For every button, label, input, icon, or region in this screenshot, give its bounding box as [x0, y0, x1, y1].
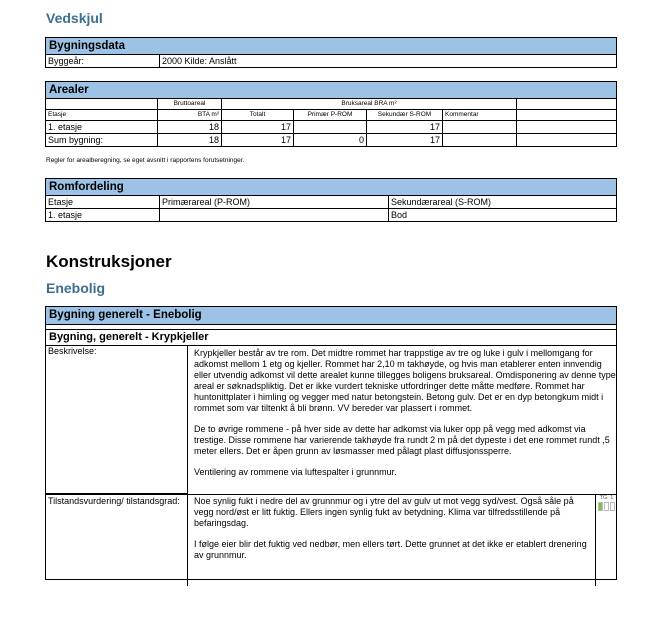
tilstand-p2: I følge eier blir det fuktig ved nedbør, men ellers tørt. Dette grunnet at det ikke er etablert drenering av grunnmur.	[194, 539, 587, 560]
tg-label: TG: 1	[599, 495, 614, 501]
arealer-table	[45, 81, 617, 147]
arealer-note: Regler for arealberegning, se eget avsnitt i rapportens forutsetninger.	[46, 157, 245, 164]
row-etasje: 1. etasje	[46, 121, 158, 134]
romfordeling-table	[45, 178, 617, 222]
section-title-vedskjul: Vedskjul	[46, 10, 103, 26]
tg-cell-1	[598, 502, 603, 511]
row-kommentar	[443, 134, 517, 147]
bygningsdata-header: Bygningsdata	[46, 38, 617, 55]
col-etasje: Etasje	[46, 110, 158, 121]
rom-row-primaer	[160, 209, 389, 222]
tg-indicator	[596, 502, 617, 511]
beskrivelse-p3: Ventilering av rommene via luftespalter i grunnmur.	[194, 467, 397, 477]
tg-box	[595, 495, 617, 586]
arealer-header: Arealer	[46, 82, 617, 99]
col-primaer: Primær P-ROM	[294, 110, 367, 121]
row-sekundaer: 17	[367, 121, 443, 134]
col-kommentar: Kommentar	[443, 110, 517, 121]
table-row	[46, 134, 617, 147]
row-kommentar	[443, 121, 517, 134]
romfordeling-header: Romfordeling	[46, 179, 617, 196]
row-primaer: 0	[294, 134, 367, 147]
tilstand-label: Tilstandsvurdering/ tilstandsgrad:	[46, 495, 188, 586]
rom-col-sekundaer: Sekundærareal (S-ROM)	[389, 196, 617, 209]
row-bta: 18	[158, 121, 222, 134]
tg-cell-3	[610, 502, 615, 511]
row-bta: 18	[158, 134, 222, 147]
enebolig-title: Enebolig	[46, 280, 106, 296]
rom-col-etasje: Etasje	[46, 196, 160, 209]
tilstand-p1: Noe synlig fukt i nedre del av grunnmur og i ytre del av gulv ut mot vegg syd/vest. Også såle på vegg nord/øst er litt fuktig. Ellers ingen synlig fukt av betydning. Klima var tilfredsstillende på befaringsdag.	[194, 496, 574, 528]
tg-cell-2	[604, 502, 609, 511]
beskrivelse-p1: Krypkjeller består av tre rom. Det midtre rommet har trappstige av tre og luke i gulv i mellomgang for adkomst mellom 1 etg og kjeller. Rommet har 2,10 m takhøyde, og hvis man etablerer enten innvendig eller utvendig adkomst vil dette arealet kunne tillegges boligens bruksareal. Omdisponering av denne type areal er søknadspliktig. Det er ikke vurdert tekniske utfordringer dette måtte medføre. Rommet har huntonittplater i himling og vegger med natur betongstein. Betong gulv. Det er en dyp betongkum midt i rommet som var tiltenkt å bli brønn. VV bereder var plassert i rommet.	[194, 348, 616, 413]
table-row	[46, 121, 617, 134]
rom-col-primaer: Primærareal (P-ROM)	[160, 196, 389, 209]
beskrivelse-label: Beskrivelse:	[46, 346, 188, 494]
konstruksjoner-title: Konstruksjoner	[46, 252, 172, 271]
beskrivelse-text	[194, 348, 616, 488]
row-sekundaer: 17	[367, 134, 443, 147]
rom-row-etasje: 1. etasje	[46, 209, 160, 222]
row-etasje: Sum bygning:	[46, 134, 158, 147]
byggear-label: Byggeår:	[46, 55, 160, 68]
tilstand-text	[194, 496, 594, 571]
col-totalt: Totalt	[222, 110, 294, 121]
table-row	[46, 209, 617, 222]
bruksareal-group: Bruksareal BRA m²	[222, 99, 517, 110]
col-bta: BTA m²	[158, 110, 222, 121]
beskrivelse-p2: De to øvrige rommene - på hver side av dette har adkomst via luker opp på vegg med adkomst via trestige. Disse rommene har varierende takhøyde fra rundt 2 m på det dypeste i det ene rommet rundt ,5 meter ellers. Det er åpen grunn av løsmasser med pålagt plast diffusjonssperre.	[194, 424, 610, 456]
row-totalt: 17	[222, 121, 294, 134]
rom-row-sekundaer: Bod	[389, 209, 617, 222]
row-primaer	[294, 121, 367, 134]
byggear-value: 2000 Kilde: Anslått	[160, 55, 617, 68]
col-sekundaer: Sekundær S-ROM	[367, 110, 443, 121]
row-totalt: 17	[222, 134, 294, 147]
bygningsdata-table	[45, 37, 617, 68]
bygning-section	[45, 306, 617, 580]
bruttoareal-group: Bruttoareal	[158, 99, 222, 110]
bygning-subtitle: Bygning, generelt - Krypkjeller	[46, 330, 616, 346]
bygning-header: Bygning generelt - Enebolig	[46, 307, 616, 325]
